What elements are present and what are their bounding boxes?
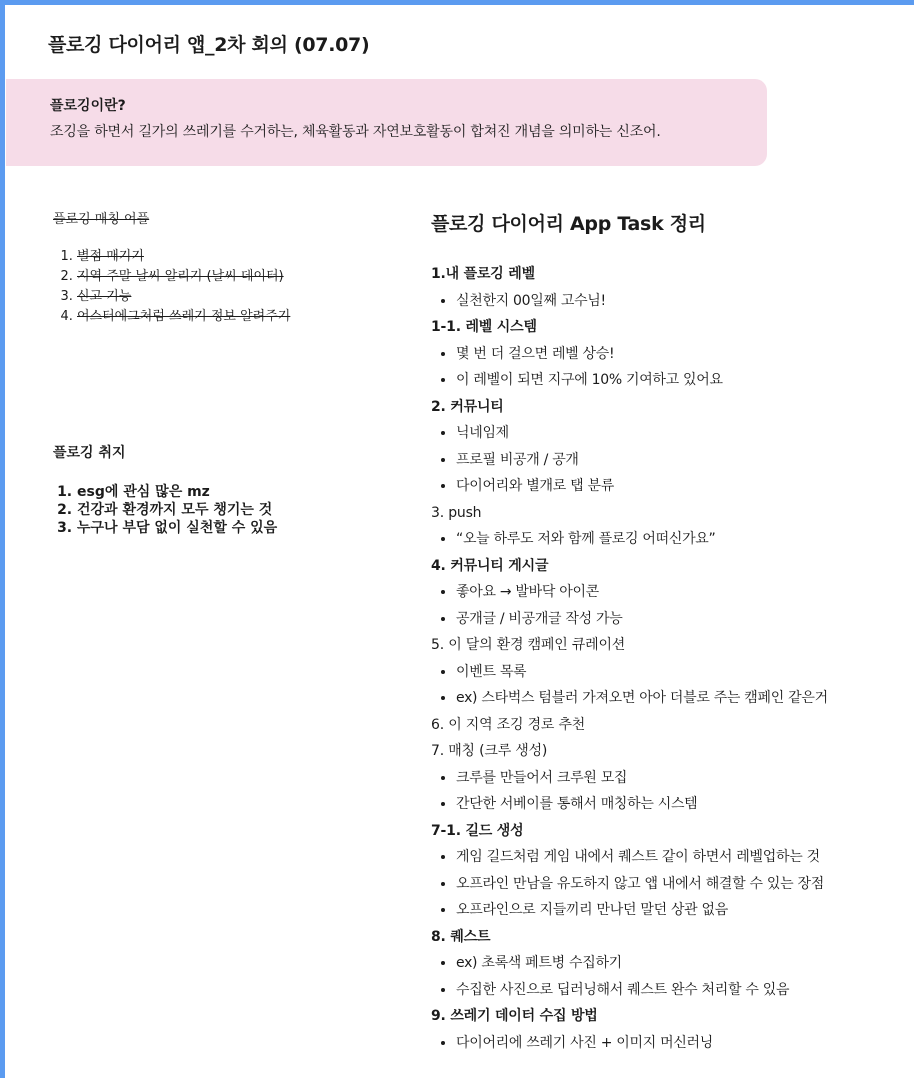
list-item: • 오프라인 만남을 유도하지 않고 앱 내에서 해결할 수 있는 장점 [456, 871, 901, 898]
list-item: 2. 건강과 환경까지 모두 챙기는 것 [77, 501, 393, 519]
task-section-heading: 1.내 플로깅 레벨 [431, 266, 535, 282]
task-section [431, 818, 901, 924]
task-section-heading: 5. 이 달의 환경 캠페인 큐레이션 [431, 637, 626, 653]
list-item: 1. esg에 관심 많은 mz [77, 483, 393, 501]
task-summary-title: 플로깅 다이어리 App Task 정리 [431, 213, 706, 235]
definition-callout [6, 79, 767, 166]
page-title: 플로깅 다이어리 앱_2차 회의 (07.07) [48, 34, 370, 56]
task-section [431, 632, 901, 712]
task-section-heading: 9. 쓰레기 데이터 수집 방법 [431, 1008, 598, 1024]
list-item: • 공개글 / 비공개글 작성 가능 [456, 606, 901, 633]
task-bullet-list [431, 420, 901, 500]
purpose-list [53, 483, 393, 537]
list-item: • 게임 길드처럼 게임 내에서 퀘스트 같이 하면서 레벨업하는 것 [456, 844, 901, 871]
task-summary [431, 209, 901, 1056]
task-section-heading: 3. push [431, 504, 482, 521]
list-item: 2. 지역 주말 날씨 알리기 (날씨 데이터) [77, 267, 393, 287]
task-section [431, 394, 901, 500]
task-section [431, 314, 901, 394]
struck-notes-list [53, 247, 393, 327]
list-item: • 다이어리에 쓰레기 사진 + 이미지 머신러닝 [456, 1030, 901, 1057]
list-item: • 오프라인으로 지들끼리 만나던 말던 상관 없음 [456, 897, 901, 924]
callout-text: 조깅을 하면서 길가의 쓰레기를 수거하는, 체육활동과 자연보호활동이 합쳐진 개념을 의미하는 신조어. [50, 124, 661, 140]
callout-title: 플로깅이란? [50, 98, 126, 114]
task-section [431, 738, 901, 818]
task-section [431, 924, 901, 1004]
task-section-heading: 7-1. 길드 생성 [431, 822, 524, 839]
list-item: • 크루를 만들어서 크루원 모집 [456, 765, 901, 792]
task-section [431, 553, 901, 633]
list-item: • “오늘 하루도 저와 함께 플로깅 어떠신가요” [456, 526, 901, 553]
list-item: • 프로필 비공개 / 공개 [456, 447, 901, 474]
list-item: • 몇 번 더 걸으면 레벨 상승! [456, 341, 901, 368]
list-item: 3. 누구나 부담 없이 실천할 수 있음 [77, 519, 393, 537]
list-item: • 이 레벨이 되면 지구에 10% 기여하고 있어요 [456, 367, 901, 394]
list-item: • 이벤트 목록 [456, 659, 901, 686]
struck-notes [53, 210, 393, 327]
task-section-heading: 8. 퀘스트 [431, 928, 491, 945]
list-item: • 실천한지 00일째 고수님! [456, 288, 901, 315]
task-bullet-list [431, 1030, 901, 1057]
list-item: • 간단한 서베이를 통해서 매칭하는 시스템 [456, 791, 901, 818]
task-section-heading: 2. 커뮤니티 [431, 398, 504, 415]
list-item: • ex) 스타벅스 텀블러 가져오면 아아 더블로 주는 캠페인 같은거 [456, 685, 901, 712]
list-item: 1. 별점 매기기 [77, 247, 393, 267]
task-bullet-list [431, 526, 901, 553]
list-item: • 다이어리와 별개로 탭 분류 [456, 473, 901, 500]
task-section-heading: 1-1. 레벨 시스템 [431, 319, 537, 335]
list-item: • 수집한 사진으로 딥러닝해서 퀘스트 완수 처리할 수 있음 [456, 977, 901, 1004]
task-bullet-list [431, 844, 901, 924]
purpose-section [53, 443, 393, 537]
struck-notes-title: 플로깅 매칭 어플 [53, 212, 150, 227]
task-bullet-list [431, 341, 901, 394]
task-section [431, 261, 901, 314]
task-section-heading: 7. 매칭 (크루 생성) [431, 743, 548, 759]
list-item: 3. 신고 기능 [77, 287, 393, 307]
task-bullet-list [431, 950, 901, 1003]
task-section-heading: 4. 커뮤니티 게시글 [431, 557, 549, 574]
list-item: • ex) 초록색 페트병 수집하기 [456, 950, 901, 977]
task-bullet-list [431, 765, 901, 818]
list-item: • 좋아요 → 발바닥 아이콘 [456, 579, 901, 606]
task-section-heading: 6. 이 지역 조깅 경로 추천 [431, 716, 586, 733]
list-item: • 닉네임제 [456, 420, 901, 447]
task-bullet-list [431, 659, 901, 712]
task-section [431, 500, 901, 553]
task-bullet-list [431, 288, 901, 315]
task-section [431, 1003, 901, 1056]
task-section [431, 712, 901, 739]
task-bullet-list [431, 579, 901, 632]
purpose-title: 플로깅 취지 [53, 445, 126, 461]
task-sections [431, 261, 901, 1056]
list-item: 4. 어스터에그처럼 쓰레기 정보 알려주기 [77, 307, 393, 327]
